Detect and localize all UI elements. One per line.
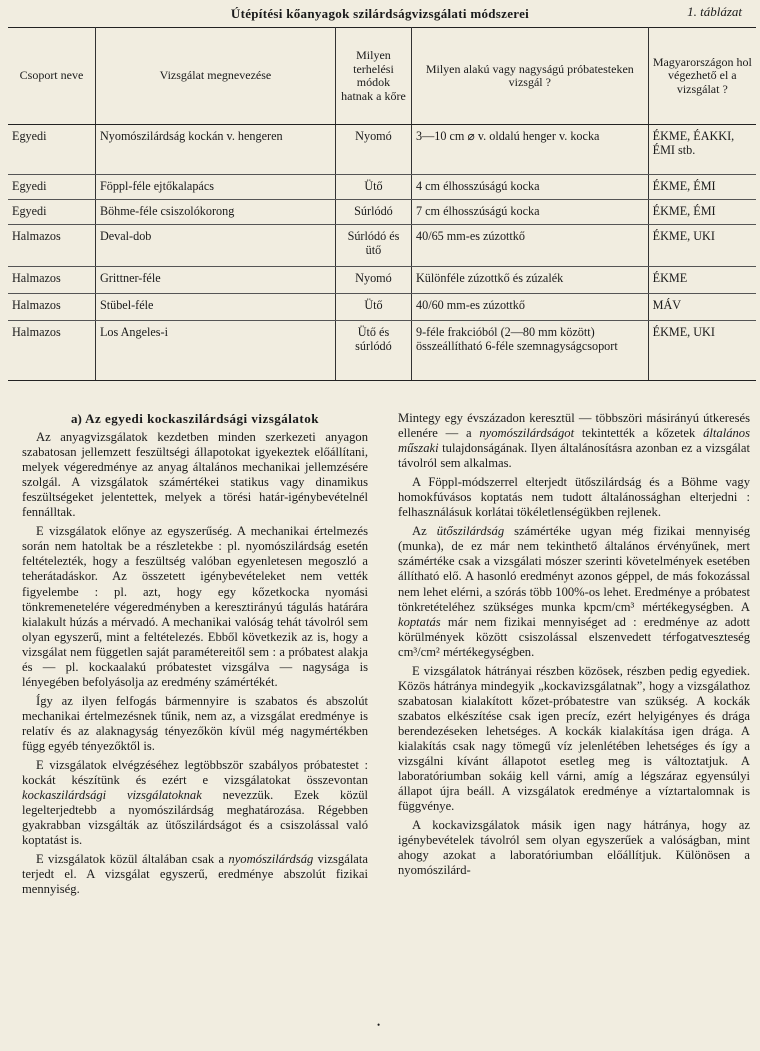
table-row: [8, 267, 756, 294]
cell-location: ÉKME, ÉMI: [648, 200, 756, 225]
header-test-name: Vizsgálat megnevezése: [95, 28, 335, 125]
text-run: tulajdonságának. Ilyen általánosításra azonban ez a vizsgálat távolról sem alkalmas.: [398, 441, 750, 471]
text-run: tekintették a kőzetek: [574, 426, 704, 441]
table-header-row: [8, 28, 756, 125]
emphasis: ütőszilárdság: [436, 524, 505, 539]
cell-specimen: Különféle zúzottkő és zúzalék: [412, 267, 649, 294]
emphasis: koptatás: [398, 614, 441, 629]
text-column-left: [22, 411, 368, 901]
cell-specimen: 4 cm élhosszúságú kocka: [412, 175, 649, 200]
cell-test-name: Böhme-féle csiszolókorong: [95, 200, 335, 225]
emphasis: kockaszilárdsági vizsgálatoknak: [22, 788, 202, 803]
table-title: Útépítési kőanyagok szilárdságvizsgálati módszerei: [230, 6, 530, 21]
cell-test-name: Stübel-féle: [95, 294, 335, 321]
cell-specimen: 40/65 mm-es zúzottkő: [412, 225, 649, 267]
section-heading: [22, 411, 368, 426]
header-location: Magyarországon hol végezhető el a vizsgálat ?: [648, 28, 756, 125]
text-run: már nem fizikai mennyiséget ad : eredménye az adott körülmények között csiszolással elszenvedett térfogatveszteség cm³/cm² mértékegységben.: [398, 614, 750, 659]
section-heading-text: Az egyedi kockaszilárdsági vizsgálatok: [85, 411, 319, 426]
cell-load-type: Súrlódó: [335, 200, 411, 225]
cell-group: Egyedi: [8, 125, 95, 175]
cell-load-type: Ütő: [335, 294, 411, 321]
paragraph: Így az ilyen felfogás bármennyire is szabatos és abszolút mechanikai értelmezésnek tűnik, nem az, a vizsgálat eredménye is relatív és az alaknagyság tényezőkön kívül még nagymértékben függ egyéb tényezőktől is.: [22, 693, 368, 753]
header-specimen: Milyen alakú vagy nagyságú próbatesteken vizsgál ?: [412, 28, 649, 125]
paragraph: [22, 758, 368, 848]
header-group: Csoport neve: [8, 28, 95, 125]
test-methods-table: [8, 27, 756, 381]
cell-group: Halmazos: [8, 294, 95, 321]
paragraph: [22, 852, 368, 897]
emphasis: általános műszaki: [398, 426, 750, 456]
table-number: 1. táblázat: [687, 4, 742, 19]
text-run: E vizsgálatok elvégzéséhez legtöbbször szabályos próbatestet : kockát készítünk és ezért e vizsgálatokat összevontan: [22, 758, 368, 788]
text-run: nevezzük. Ezek közül legelterjedtebb a nyomószilárdság meghatározása. Régebben gyakrabban vizsgálták az ütőszilárdságot és a csiszolással való koptatást is.: [22, 788, 368, 848]
table-row: [8, 175, 756, 200]
table-row: [8, 125, 756, 175]
section-heading-prefix: a): [71, 411, 82, 426]
cell-group: Egyedi: [8, 175, 95, 200]
text-column-right: [398, 411, 750, 882]
cell-location: ÉKME, UKI: [648, 321, 756, 381]
cell-specimen: 40/60 mm-es zúzottkő: [412, 294, 649, 321]
emphasis: nyomószilárdság: [228, 852, 314, 867]
table-row: [8, 321, 756, 381]
cell-test-name: Grittner-féle: [95, 267, 335, 294]
page-mark: •: [377, 1020, 381, 1030]
cell-load-type: Ütő: [335, 175, 411, 200]
table-row: [8, 225, 756, 267]
text-run: vizsgálata terjedt el. A vizsgálat egyszerű, eredménye abszolút fizikai mennyiség.: [22, 852, 368, 897]
paragraph: [398, 524, 750, 659]
table-row: [8, 294, 756, 321]
text-run: Mintegy egy évszázadon keresztül — többszöri másirányú útkeresés ellenére — a: [398, 411, 750, 441]
paragraph: A kockavizsgálatok másik igen nagy hátránya, hogy az igénybevételek távolról sem olyan egyszerűek a valóságban, mint ahogy azokat a laboratóriumban előállítjuk. Különösen a nyomószilárd-: [398, 818, 750, 878]
text-run: E vizsgálatok közül általában csak a: [36, 852, 229, 867]
cell-specimen: 9-féle frakcióból (2—80 mm között) összeállítható 6-féle szemnagyságcsoport: [412, 321, 649, 381]
cell-group: Halmazos: [8, 225, 95, 267]
cell-specimen: 7 cm élhosszúságú kocka: [412, 200, 649, 225]
cell-location: ÉKME: [648, 267, 756, 294]
paragraph: E vizsgálatok hátrányai részben közösek, részben pedig egyediek. Közös hátránya mindegyik „kockavizsgálatnak”, hogy a vizsgálathoz szabatosan kialakított kőzet-próbatestre van szükség. A kockák szabatos elkészítése csak igen precíz, ezért helyigényes és drága berendezéseken lehetséges. A kockák kialakítása igen drága. A kialakítás csak nagy tömegű víz jelenlétében lehetséges és így a vizsgálni kívánt állapotot esetleg meg is változtatjuk. A laboratóriumban sokáig kell várni, amíg a légszáraz egyensúlyi állapot újra beáll. A vizsgálatok eredménye a víztartalomnak is függvénye.: [398, 663, 750, 814]
cell-group: Egyedi: [8, 200, 95, 225]
paragraph: [398, 411, 750, 471]
cell-test-name: Föppl-féle ejtőkalapács: [95, 175, 335, 200]
cell-location: ÉKME, ÉAKKI, ÉMI stb.: [648, 125, 756, 175]
cell-specimen: 3—10 cm ⌀ v. oldalú henger v. kocka: [412, 125, 649, 175]
cell-test-name: Los Angeles-i: [95, 321, 335, 381]
text-run: számértéke ugyan még fizikai mennyiség (munka), de ez már nem tekinthető általános érvényűnek, mert számértéke csak a vizsgálati mószer szerinti követelmények esetében állítható elő. A hasonló eredményt azonos géppel, de más fokozással nem lehet elérni, a szórás több 100%-os lehet. Eredménye a próbatest tönkretételéhez szükséges munka kpcm/cm³ mértékegységben. A: [398, 524, 750, 614]
cell-load-type: Ütő és súrlódó: [335, 321, 411, 381]
cell-test-name: Nyomószilárdság kockán v. hengeren: [95, 125, 335, 175]
cell-load-type: Súrlódó és ütő: [335, 225, 411, 267]
paragraph: A Föppl-módszerrel elterjedt ütőszilárdság és a Böhme vagy homokfúvásos koptatás nem tudott általánossághan elterjedni : felhasználásuk korlátai tökéletlenségükben rejlenek.: [398, 475, 750, 520]
table-row: [8, 200, 756, 225]
cell-test-name: Deval-dob: [95, 225, 335, 267]
paragraph: E vizsgálatok előnye az egyszerűség. A mechanikai értelmezés során nem hatoltak be a részletekbe : pl. nyomószilárdság esetén feltételezték, hogy a feszültség valóban egyenletesen megoszló a teherátadáskor. Az összetett igénybevételeket nem vették figyelembe : pl. azt, hogy egy kőzetkocka nyomási tönkremenetelére végeredményben a keresztirányú tágulás határára kialakult húzás a mérvadó. A mechanikai valóság tehát távolról sem olyan egyszerű, mint a feltételezés. Ebből következik az is, hogy a vizsgálat nem független saját paramétereitől sem : a próbatest alakja és — pl. kockaalakú próbatestet vizsgálva — nagysága is lényegében befolyásolja az eredmény számértékét.: [22, 524, 368, 689]
cell-location: ÉKME, UKI: [648, 225, 756, 267]
cell-load-type: Nyomó: [335, 267, 411, 294]
cell-group: Halmazos: [8, 267, 95, 294]
paragraph: Az anyagvizsgálatok kezdetben minden szerkezeti anyagon szabatosan jellemzett feszültségi állapotokat igyekeztek előállítani, melyek végeredménye az anyag általános mechanikai jellemzésére szolgál. A vizsgálatok számértékei statikus vagy dinamikus feszültségeket jelentettek, melyek a törési határ-igénybevételnél fennálltak.: [22, 430, 368, 520]
cell-group: Halmazos: [8, 321, 95, 381]
cell-location: ÉKME, ÉMI: [648, 175, 756, 200]
cell-load-type: Nyomó: [335, 125, 411, 175]
text-run: Az: [412, 524, 437, 539]
emphasis: nyomószilárdságot: [479, 426, 575, 441]
cell-location: MÁV: [648, 294, 756, 321]
header-load-type: Milyen terhelési módok hatnak a kőre: [335, 28, 411, 125]
